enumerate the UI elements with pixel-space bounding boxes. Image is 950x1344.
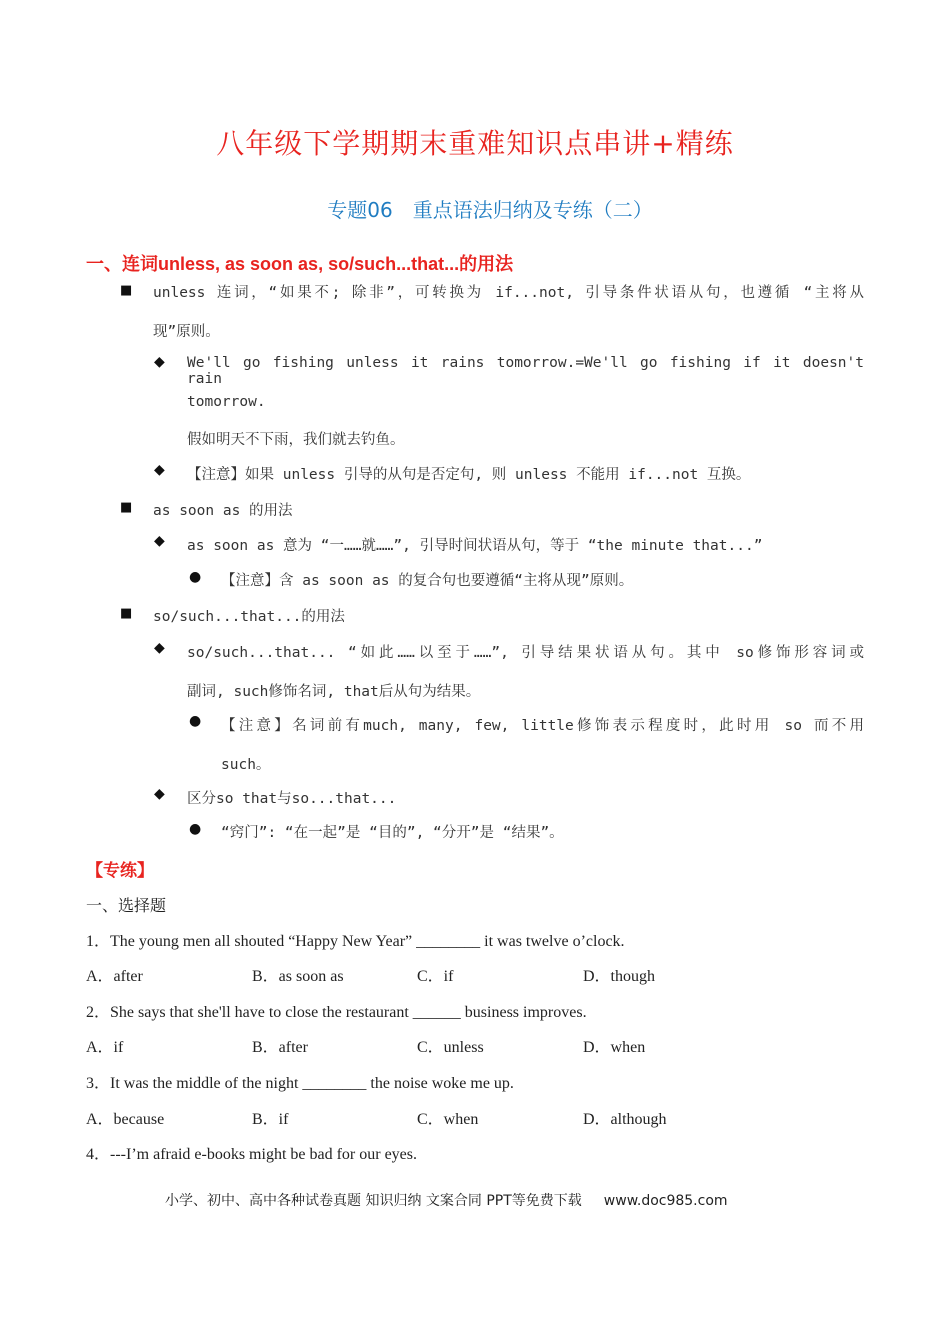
as-soon-as-note: 【注意】含 as soon as 的复合句也要遵循“主将从现”原则。 bbox=[221, 573, 634, 589]
unless-example-line1: We'll go fishing unless it rains tomorrow.=We'll go fishing if it doesn't rain bbox=[187, 355, 864, 387]
question-1-stem: 1．The young men all shouted “Happy New Year” ________ it was twelve o’clock. bbox=[86, 933, 625, 950]
diamond-bullet-icon: ◆ bbox=[154, 462, 165, 478]
question-1-option-a: A．after bbox=[86, 968, 143, 985]
diamond-bullet-icon: ◆ bbox=[154, 640, 165, 656]
page-subtitle: 专题06 重点语法归纳及专练（二） bbox=[327, 198, 653, 222]
dot-bullet-icon: ● bbox=[189, 569, 202, 585]
question-3-option-c: C．when bbox=[417, 1111, 479, 1128]
question-2-option-a: A．if bbox=[86, 1039, 124, 1056]
so-that-distinguish: 区分so that与so...that... bbox=[187, 791, 397, 807]
section-heading-conjunctions: 一、连词unless, as soon as, so/such...that...的用法 bbox=[86, 254, 514, 274]
unless-note: 【注意】如果 unless 引导的从句是否定句, 则 unless 不能用 if...not 互换。 bbox=[187, 467, 751, 483]
footer-url[interactable]: www.doc985.com bbox=[603, 1193, 728, 1209]
practice-heading: 【专练】 bbox=[86, 861, 154, 881]
so-such-definition-line2: 副词, such修饰名词, that后从句为结果。 bbox=[187, 684, 481, 700]
unless-definition-line1: unless 连词，“如果不; 除非”，可转换为 if...not, 引导条件状语从句，也遵循 “主将从 bbox=[153, 285, 864, 301]
so-such-heading: so/such...that...的用法 bbox=[153, 609, 345, 625]
dot-bullet-icon: ● bbox=[189, 821, 202, 837]
question-2-stem: 2．She says that she'll have to close the restaurant ______ business improves. bbox=[86, 1004, 587, 1021]
unless-example-line2: tomorrow. bbox=[187, 394, 266, 410]
footer-text: 小学、初中、高中各种试卷真题 知识归纳 文案合同 PPT等免费下载 bbox=[165, 1193, 582, 1209]
practice-section-title: 一、选择题 bbox=[86, 898, 167, 915]
question-3-stem: 3．It was the middle of the night ________ the noise woke me up. bbox=[86, 1075, 514, 1092]
square-bullet-icon: ■ bbox=[120, 500, 133, 515]
as-soon-as-meaning: as soon as 意为 “一……就……”, 引导时间状语从句，等于 “the minute that...” bbox=[187, 538, 763, 554]
question-4-stem: 4．---I’m afraid e-books might be bad for our eyes. bbox=[86, 1146, 418, 1163]
page-title: 八年级下学期期末重难知识点串讲+精练 bbox=[216, 127, 734, 160]
question-1-option-b: B．as soon as bbox=[252, 968, 344, 985]
as-soon-as-heading: as soon as 的用法 bbox=[153, 503, 293, 519]
question-2-option-b: B．after bbox=[252, 1039, 308, 1056]
so-such-definition-line1: so/such...that... “如此……以至于……”, 引导结果状语从句。其中 so修饰形容词或 bbox=[187, 645, 864, 661]
page-footer bbox=[165, 1190, 728, 1210]
question-1-option-d: D．though bbox=[583, 968, 656, 985]
so-such-note-line1: 【注意】名词前有much, many, few, little修饰表示程度时，此时用 so 而不用 bbox=[221, 718, 864, 734]
question-2-option-d: D．when bbox=[583, 1039, 646, 1056]
question-3-option-d: D．although bbox=[583, 1111, 667, 1128]
unless-example-chinese: 假如明天不下雨，我们就去钓鱼。 bbox=[187, 432, 405, 448]
question-2-option-c: C．unless bbox=[417, 1039, 484, 1056]
square-bullet-icon: ■ bbox=[120, 283, 133, 298]
unless-definition-line2: 现”原则。 bbox=[153, 324, 220, 340]
question-1-option-c: C．if bbox=[417, 968, 454, 985]
dot-bullet-icon: ● bbox=[189, 713, 202, 729]
so-such-note-line2: such。 bbox=[221, 757, 271, 773]
question-3-option-b: B．if bbox=[252, 1111, 289, 1128]
diamond-bullet-icon: ◆ bbox=[154, 533, 165, 549]
square-bullet-icon: ■ bbox=[120, 606, 133, 621]
question-3-option-a: A．because bbox=[86, 1111, 165, 1128]
diamond-bullet-icon: ◆ bbox=[154, 354, 165, 370]
diamond-bullet-icon: ◆ bbox=[154, 786, 165, 802]
so-that-tip: “窍门”: “在一起”是 “目的”, “分开”是 “结果”。 bbox=[221, 825, 564, 841]
